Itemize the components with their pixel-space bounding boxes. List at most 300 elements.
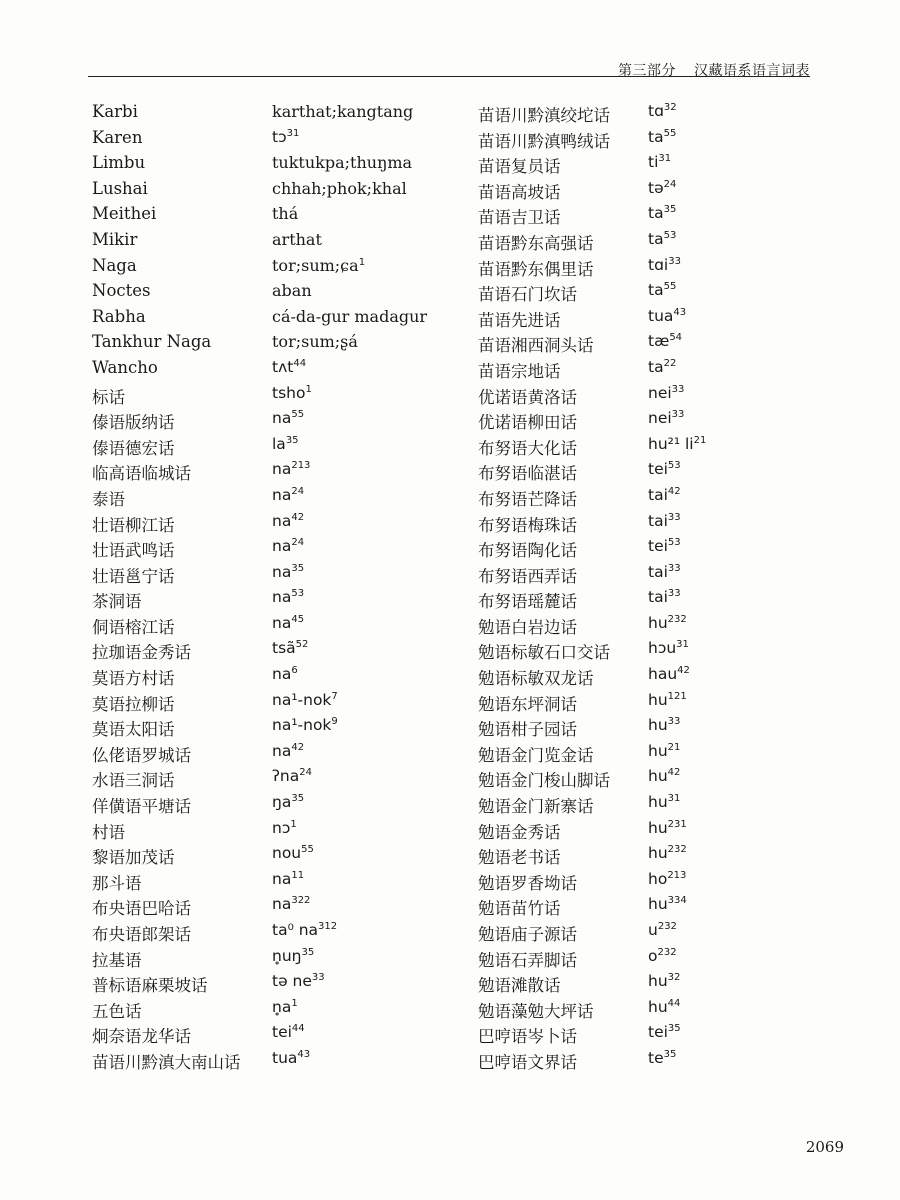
word-text: tua (272, 1048, 298, 1067)
word-text: ta (648, 281, 664, 300)
language-name: 勉语老书话 (478, 848, 561, 868)
word-text: n̥a (272, 997, 292, 1016)
tone-number: 9 (331, 716, 338, 728)
language-name: 村语 (92, 822, 125, 842)
word-form (272, 819, 297, 837)
word-list-row (92, 996, 462, 1022)
word-list-row (478, 407, 818, 433)
word-list-row (478, 791, 818, 817)
language-name: 勉语苗竹话 (478, 899, 561, 919)
language-name: 苗语吉卫话 (478, 208, 561, 228)
tone-number: 232 (657, 946, 677, 958)
word-form (272, 767, 312, 785)
word-text: hu (648, 793, 668, 812)
word-text: arthat (272, 229, 322, 249)
word-form (272, 844, 314, 862)
language-name: 那斗语 (92, 873, 142, 893)
word-text: hu (648, 818, 668, 837)
word-form (272, 486, 304, 504)
language-name: 五色话 (92, 1001, 142, 1021)
word-form (272, 307, 427, 326)
word-text: tʌt (272, 357, 294, 376)
word-text: tor;sum;ɕa (272, 255, 359, 275)
language-name: 苗语川黔滇鸭绒话 (478, 131, 610, 151)
word-text: hu (648, 972, 668, 991)
word-list-row (478, 996, 818, 1022)
tone-number: 55 (301, 844, 314, 856)
word-text: hu (648, 767, 668, 786)
word-list-row (478, 740, 818, 766)
word-form (648, 256, 681, 274)
word-text: ho (648, 869, 668, 888)
header-rule (88, 76, 810, 77)
tone-number: 53 (667, 537, 681, 549)
language-name: 勉语金门梭山脚话 (478, 771, 610, 791)
language-name: Karbi (92, 102, 138, 121)
word-list-row (478, 100, 818, 126)
word-text: na (272, 511, 292, 530)
tone-number: 33 (311, 972, 325, 984)
word-list-row (478, 842, 818, 868)
word-text: tai (648, 588, 668, 607)
language-name: 布努语大化话 (478, 438, 577, 458)
word-list-row (92, 484, 462, 510)
language-name: 临高语临城话 (92, 464, 191, 484)
word-list-row (92, 126, 462, 152)
tone-number: 312 (318, 921, 338, 932)
tone-number: 33 (667, 588, 681, 600)
word-list-row (92, 458, 462, 484)
word-form (648, 614, 687, 632)
word-form (648, 819, 687, 837)
word-text: ti (648, 153, 659, 172)
word-text: ʔna (272, 767, 300, 786)
word-list-row (92, 586, 462, 612)
word-text: chhah;phok;khal (272, 178, 407, 198)
word-list-row (92, 970, 462, 996)
word-form (648, 409, 684, 427)
word-text: na (272, 895, 292, 914)
word-form (648, 1023, 681, 1041)
word-form (272, 972, 325, 990)
tone-number: 35 (663, 1048, 677, 1060)
word-list-row (92, 868, 462, 894)
word-form (272, 256, 365, 275)
language-name: 布努语瑶麓话 (478, 592, 577, 612)
tone-number: 44 (293, 357, 307, 369)
word-form (648, 870, 686, 888)
word-form (272, 537, 304, 555)
word-list-row (92, 177, 462, 203)
language-name: 拉基语 (92, 950, 142, 970)
word-list-row (478, 382, 818, 408)
language-name: 勉语藻勉大坪话 (478, 1001, 594, 1021)
language-name: 布努语西弄话 (478, 566, 577, 586)
word-text: ta⁰ na (272, 921, 319, 939)
word-form (272, 921, 337, 939)
word-text: te (648, 1048, 664, 1067)
word-list-row (478, 484, 818, 510)
word-text: tei (648, 537, 668, 556)
word-text: tai (648, 485, 668, 504)
tone-number: 33 (667, 562, 681, 574)
language-name: 勉语滩散话 (478, 976, 561, 996)
word-form (272, 691, 338, 709)
language-name: 标话 (92, 387, 125, 407)
word-list-row (478, 433, 818, 459)
language-name: 勉语标敏石口交话 (478, 643, 610, 663)
word-form (272, 947, 314, 965)
tone-number: 42 (291, 741, 305, 753)
word-list-row (478, 561, 818, 587)
word-text: n̥uŋ (272, 946, 302, 965)
word-form (272, 332, 358, 351)
word-form (272, 793, 304, 811)
language-name: 莫语方村话 (92, 669, 175, 689)
tone-number: 33 (667, 716, 681, 728)
word-text: hu (648, 844, 668, 863)
language-name: 炯奈语龙华话 (92, 1027, 191, 1047)
word-list-row (478, 893, 818, 919)
language-name: 苗语复员话 (478, 157, 561, 177)
word-text: na (272, 460, 292, 479)
tone-number: 121 (667, 690, 687, 702)
tone-number: 52 (295, 639, 309, 651)
language-name: 水语三洞话 (92, 771, 175, 791)
word-list-row (92, 305, 462, 331)
language-name: 拉珈语金秀话 (92, 643, 191, 663)
tone-number: 231 (667, 818, 687, 830)
word-text: tə ne (272, 972, 312, 991)
word-list-row (92, 893, 462, 919)
word-list-row (92, 510, 462, 536)
word-list-row (92, 330, 462, 356)
word-list-row (92, 561, 462, 587)
word-form (272, 870, 304, 888)
language-name: 勉语庙子源话 (478, 925, 577, 944)
language-name: 苗语黔东偶里话 (478, 259, 594, 279)
tone-number: 32 (663, 102, 677, 113)
word-list-row (92, 714, 462, 740)
word-text: na (272, 562, 292, 581)
language-name: 苗语宗地话 (478, 361, 561, 381)
tone-number: 43 (297, 1048, 311, 1060)
language-name: 苗语湘西洞头话 (478, 336, 594, 356)
word-list-row (478, 126, 818, 152)
word-list-row (92, 740, 462, 766)
language-name: 勉语金门览金话 (478, 745, 594, 765)
word-text: na (272, 869, 292, 888)
tone-number: 1 (291, 997, 298, 1009)
word-list-row (92, 279, 462, 305)
word-text: hu (648, 997, 668, 1016)
language-name: Limbu (92, 153, 146, 173)
tone-number: 43 (673, 306, 687, 318)
word-list-row (478, 510, 818, 536)
language-name: 布努语梅珠话 (478, 515, 577, 535)
tone-number: 35 (285, 434, 299, 446)
word-text: tə (648, 178, 664, 197)
word-form (648, 281, 676, 299)
word-form (272, 1023, 305, 1041)
word-form (648, 895, 687, 913)
word-list-row (478, 945, 818, 971)
word-text: na (272, 741, 292, 760)
word-list-row (92, 842, 462, 868)
word-list-row (92, 663, 462, 689)
language-name: Meithei (92, 204, 157, 224)
word-list-row (92, 202, 462, 228)
language-name: 优诺语黄洛话 (478, 387, 577, 407)
tone-number: 7 (331, 690, 338, 702)
word-form (648, 102, 677, 120)
word-list-row (478, 663, 818, 689)
tone-number: 35 (301, 946, 315, 958)
word-list-row (478, 202, 818, 228)
word-list-row (478, 330, 818, 356)
word-form (648, 742, 680, 760)
word-list-row (92, 382, 462, 408)
language-name: 优诺语柳田话 (478, 413, 577, 433)
tone-number: 55 (663, 127, 677, 139)
language-name: 苗语川黔滇大南山话 (92, 1052, 241, 1072)
word-list-row (92, 765, 462, 791)
word-list-row (92, 612, 462, 638)
language-name: 布努语陶化话 (478, 541, 577, 561)
tone-number: 33 (668, 255, 681, 267)
word-text: na (272, 613, 292, 632)
word-form (648, 767, 680, 785)
word-form (648, 179, 676, 197)
language-name: 巴哼语文界话 (478, 1052, 577, 1072)
word-form (272, 153, 412, 172)
tone-number: 31 (667, 793, 681, 805)
word-list-row (92, 637, 462, 663)
word-form (648, 128, 676, 146)
word-list-row (478, 612, 818, 638)
word-text: na (272, 485, 292, 504)
tone-number: 334 (667, 895, 687, 907)
word-list-row (478, 919, 818, 945)
word-form (272, 895, 310, 913)
word-text: nei (648, 409, 672, 428)
tone-number: 31 (286, 127, 300, 139)
tone-number: 24 (291, 537, 305, 549)
word-form (272, 563, 304, 581)
word-list-row (92, 228, 462, 254)
language-name: 布努语临湛话 (478, 464, 577, 484)
tone-number: 1 (290, 818, 297, 830)
word-text: tei (648, 460, 668, 479)
language-name: 佯僙语平塘话 (92, 797, 191, 817)
tone-number: 35 (291, 562, 305, 574)
word-text: hau (648, 665, 678, 684)
tone-number: 1 (358, 256, 366, 268)
word-text: na (272, 665, 292, 684)
tone-number: 24 (299, 767, 312, 779)
tone-number: 55 (291, 409, 305, 421)
word-form (272, 204, 298, 223)
language-name: 壮语武鸣话 (92, 541, 175, 561)
word-form (272, 179, 407, 198)
header-title: 汉藏语系语言词表 (694, 63, 810, 79)
word-form (648, 230, 676, 248)
tone-number: 35 (291, 793, 305, 805)
word-form (648, 332, 682, 350)
word-form (272, 665, 298, 683)
word-list-row (92, 151, 462, 177)
word-text: ta (648, 127, 664, 146)
word-form (272, 435, 299, 453)
tone-number: 42 (677, 665, 690, 677)
word-list-row (92, 817, 462, 843)
word-text: cá-da-gur madagur (272, 306, 428, 326)
tone-number: 6 (291, 665, 298, 677)
word-form (648, 639, 689, 657)
word-text: nɔ (272, 818, 291, 837)
language-name: 傣语版纳话 (92, 413, 175, 433)
language-name: Rabha (92, 306, 146, 326)
page-number: 2069 (805, 1138, 844, 1156)
word-list-row (478, 765, 818, 791)
tone-number: 35 (667, 1023, 681, 1035)
word-form (648, 793, 680, 811)
word-list-row (478, 458, 818, 484)
word-text: tor;sum;ʂá (272, 332, 358, 352)
word-form (272, 358, 306, 376)
word-text: la (272, 434, 286, 453)
word-list-row (92, 535, 462, 561)
tone-number: 232 (667, 613, 687, 625)
word-form (648, 921, 677, 939)
tone-number: 213 (667, 869, 687, 881)
word-text: ta (648, 357, 664, 376)
word-list-row (92, 100, 462, 126)
tone-number: 32 (667, 972, 681, 984)
word-form (272, 409, 304, 427)
word-form (648, 972, 680, 990)
word-text: tai (648, 562, 668, 581)
word-form (272, 639, 308, 657)
language-name: 勉语标敏双龙话 (478, 669, 594, 689)
tone-number: 42 (291, 511, 305, 523)
language-name: 壮语邕宁话 (92, 566, 175, 586)
tone-number: 55 (663, 281, 677, 293)
word-form (648, 563, 681, 581)
word-text: tei (648, 1023, 668, 1042)
word-form (272, 614, 304, 632)
word-text: u (648, 921, 658, 939)
language-name: 侗语榕江话 (92, 617, 175, 637)
language-name: 苗语川黔滇绞坨话 (478, 106, 610, 125)
language-name: Naga (92, 255, 137, 275)
word-list-row (478, 228, 818, 254)
word-form (648, 358, 676, 376)
word-list-row (478, 1021, 818, 1047)
word-form (648, 716, 680, 734)
language-name: 勉语金秀话 (478, 822, 561, 842)
word-text: nou (272, 844, 302, 863)
language-name: 勉语金门新寨话 (478, 797, 594, 817)
tone-number: 53 (291, 588, 305, 600)
tone-number: 21 (667, 741, 681, 753)
language-name: 布努语芒降话 (478, 489, 577, 509)
word-form (648, 998, 680, 1016)
word-text: ta (648, 229, 664, 248)
right-column (478, 100, 818, 1073)
tone-number: 31 (676, 639, 689, 651)
word-list-row (92, 919, 462, 945)
word-text: ŋa (272, 793, 292, 812)
word-form (648, 691, 687, 709)
language-name: 泰语 (92, 489, 125, 509)
word-list-row (92, 356, 462, 382)
language-name: Noctes (92, 281, 151, 301)
word-text: tei (272, 1023, 292, 1042)
language-name: Tankhur Naga (92, 332, 212, 352)
word-form (272, 460, 310, 478)
tone-number: 54 (669, 332, 683, 344)
word-list-row (92, 1047, 462, 1073)
tone-number: 53 (667, 460, 681, 472)
word-form (272, 742, 304, 760)
language-name: 苗语黔东高强话 (478, 233, 594, 253)
word-list-row (478, 714, 818, 740)
language-name: 莫语拉柳话 (92, 694, 175, 714)
tone-number: 44 (291, 1023, 305, 1035)
word-text: tæ (648, 332, 670, 351)
word-text: hu (648, 716, 668, 735)
word-list-row (478, 1047, 818, 1073)
word-list-row (92, 791, 462, 817)
language-name: 苗语先进话 (478, 310, 561, 330)
word-form (648, 307, 686, 325)
word-form (272, 384, 312, 402)
word-list-row (478, 586, 818, 612)
language-name: 傣语德宏话 (92, 438, 175, 458)
word-text: tɔ (272, 127, 287, 146)
word-text: na¹-nok (272, 716, 332, 735)
tone-number: 53 (663, 229, 677, 241)
word-text: hɔu (648, 639, 677, 658)
word-list-row (478, 305, 818, 331)
tone-number: 45 (291, 613, 305, 625)
word-text: thá (272, 204, 299, 224)
word-text: na¹-nok (272, 690, 332, 709)
word-list-row (478, 535, 818, 561)
tone-number: 322 (291, 895, 311, 907)
word-form (272, 281, 312, 300)
tone-number: 232 (667, 844, 687, 856)
language-name: 布央语郎架话 (92, 925, 191, 944)
word-form (648, 486, 681, 504)
language-name: 勉语石弄脚话 (478, 950, 577, 970)
language-name: 勉语白岩边话 (478, 617, 577, 637)
word-text: tɑi (648, 255, 669, 274)
word-text: o (648, 946, 658, 965)
language-name: 勉语东坪洞话 (478, 694, 577, 714)
word-text: tɑ (648, 102, 664, 120)
tone-number: 232 (657, 921, 677, 932)
word-list-row (478, 356, 818, 382)
word-text: hu (648, 613, 668, 632)
word-list-row (478, 868, 818, 894)
word-text: tsã (272, 639, 296, 658)
word-form (272, 716, 338, 734)
language-name: Mikir (92, 229, 138, 249)
language-name: Karen (92, 127, 143, 147)
word-form (648, 512, 681, 530)
